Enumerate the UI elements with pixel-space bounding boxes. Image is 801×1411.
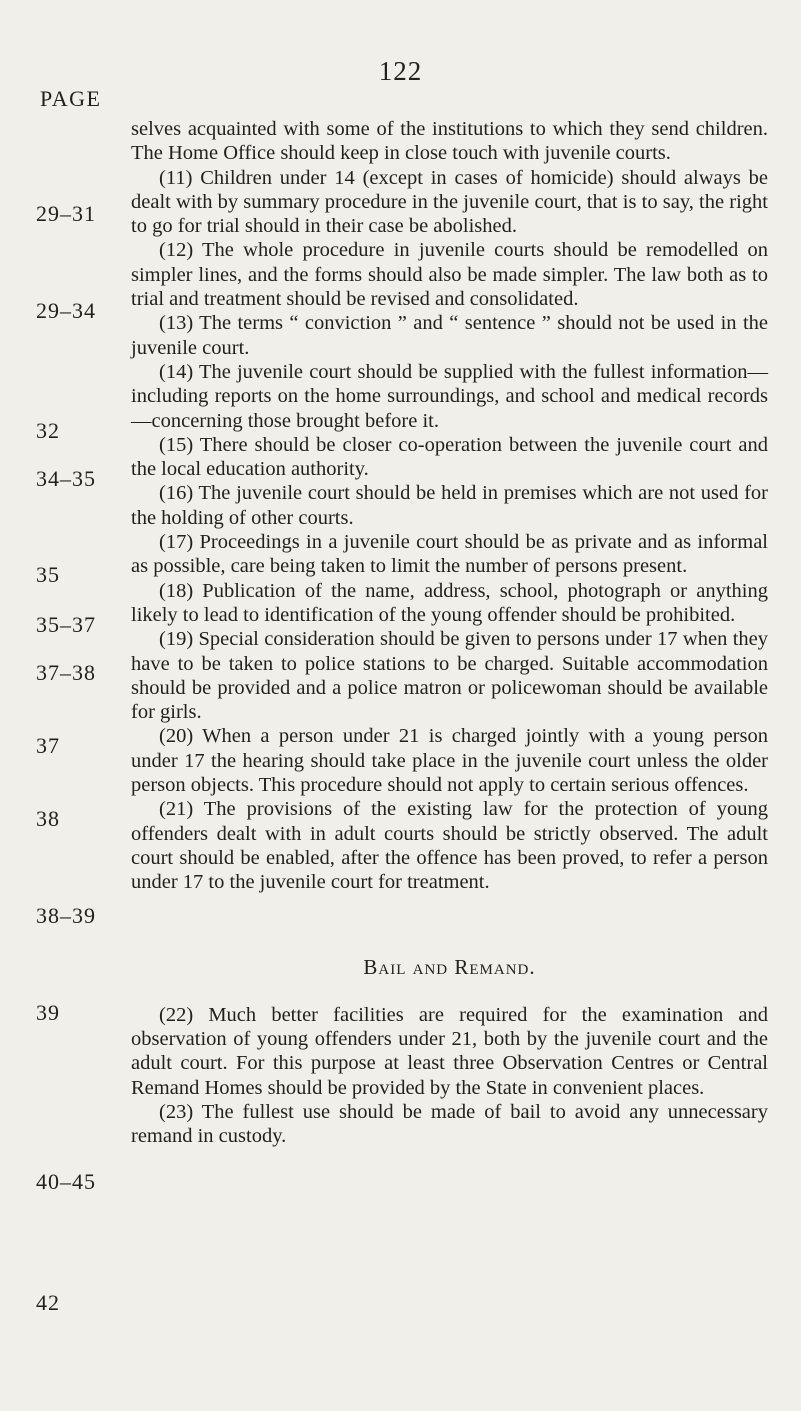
margin-ref: 37–38 — [36, 660, 96, 685]
paragraph: (22) Much better facilities are required for the examination and observation of young offenders under 21, both by the juvenile court and the adult court. For this purpose at least three Observation Centres or Central Remand Homes should be provided by the State in convenient places. — [131, 1003, 768, 1099]
paragraph: (23) The fullest use should be made of bail to avoid any unnecessary remand in custody. — [131, 1100, 768, 1148]
margin-ref: 38–39 — [36, 903, 96, 928]
paragraph: (19) Special consideration should be given to persons under 17 when they have to be taken to police stations to be charged. Suitable accommodation should be provided and a police matron or policewoman should be available for girls. — [131, 628, 768, 724]
paragraph: (13) The terms “ conviction ” and “ sentence ” should not be used in the juvenile court. — [131, 312, 768, 359]
margin-ref: 29–31 — [36, 201, 96, 226]
margin-ref: 39 — [36, 1000, 60, 1025]
margin-ref: 32 — [36, 418, 60, 443]
paragraph: (18) Publication of the name, address, school, photograph or anything likely to lead to identification of the young offender should be prohibited. — [131, 579, 768, 626]
paragraph: (21) The provisions of the existing law for the protection of young offenders dealt with in adult courts should be strictly observed. The adult court should be enabled, after the offence has been proved, to refer a person under 17 to the juvenile court for treatment. — [131, 798, 768, 894]
paragraph: (14) The juvenile court should be supplied with the fullest information—including reports on the home surroundings, and school and medical records—concerning those brought before it. — [131, 360, 768, 432]
paragraph: selves acquainted with some of the institutions to which they send children. The Home Office should keep in close touch with juvenile courts. — [131, 118, 768, 165]
margin-ref: 35–37 — [36, 612, 96, 637]
margin-ref: 35 — [36, 562, 60, 587]
margin-ref: 37 — [36, 733, 60, 758]
margin-ref: 42 — [36, 1290, 60, 1315]
paragraph: (17) Proceedings in a juvenile court should be as private and as informal as possible, care being taken to limit the number of persons present. — [131, 531, 768, 578]
body-text — [131, 117, 768, 1149]
paragraph: (12) The whole procedure in juvenile courts should be remodelled on simpler lines, and the forms should also be made simpler. The law both as to trial and treatment should be revised and consolidated. — [131, 239, 768, 311]
margin-ref: 38 — [36, 806, 60, 831]
margin-ref: 29–34 — [36, 298, 96, 323]
margin-ref: 34–35 — [36, 466, 96, 491]
paragraph: (11) Children under 14 (except in cases of homicide) should always be dealt with by summary procedure in the juvenile court, that is to say, the right to go for trial should in their case be abolished. — [131, 166, 768, 238]
margin-ref: 40–45 — [36, 1169, 96, 1194]
paragraph: (16) The juvenile court should be held in premises which are not used for the holding of other courts. — [131, 482, 768, 529]
paragraph: (20) When a person under 21 is charged jointly with a young person under 17 the hearing should take place in the juvenile court unless the older person objects. This procedure should not apply to certain serious offences. — [131, 725, 768, 797]
paragraph: (15) There should be closer co-operation between the juvenile court and the local education authority. — [131, 433, 768, 481]
page-number: 122 — [378, 56, 423, 86]
margin-header: PAGE — [40, 86, 102, 111]
section-heading: Bail and Remand. — [363, 954, 536, 979]
